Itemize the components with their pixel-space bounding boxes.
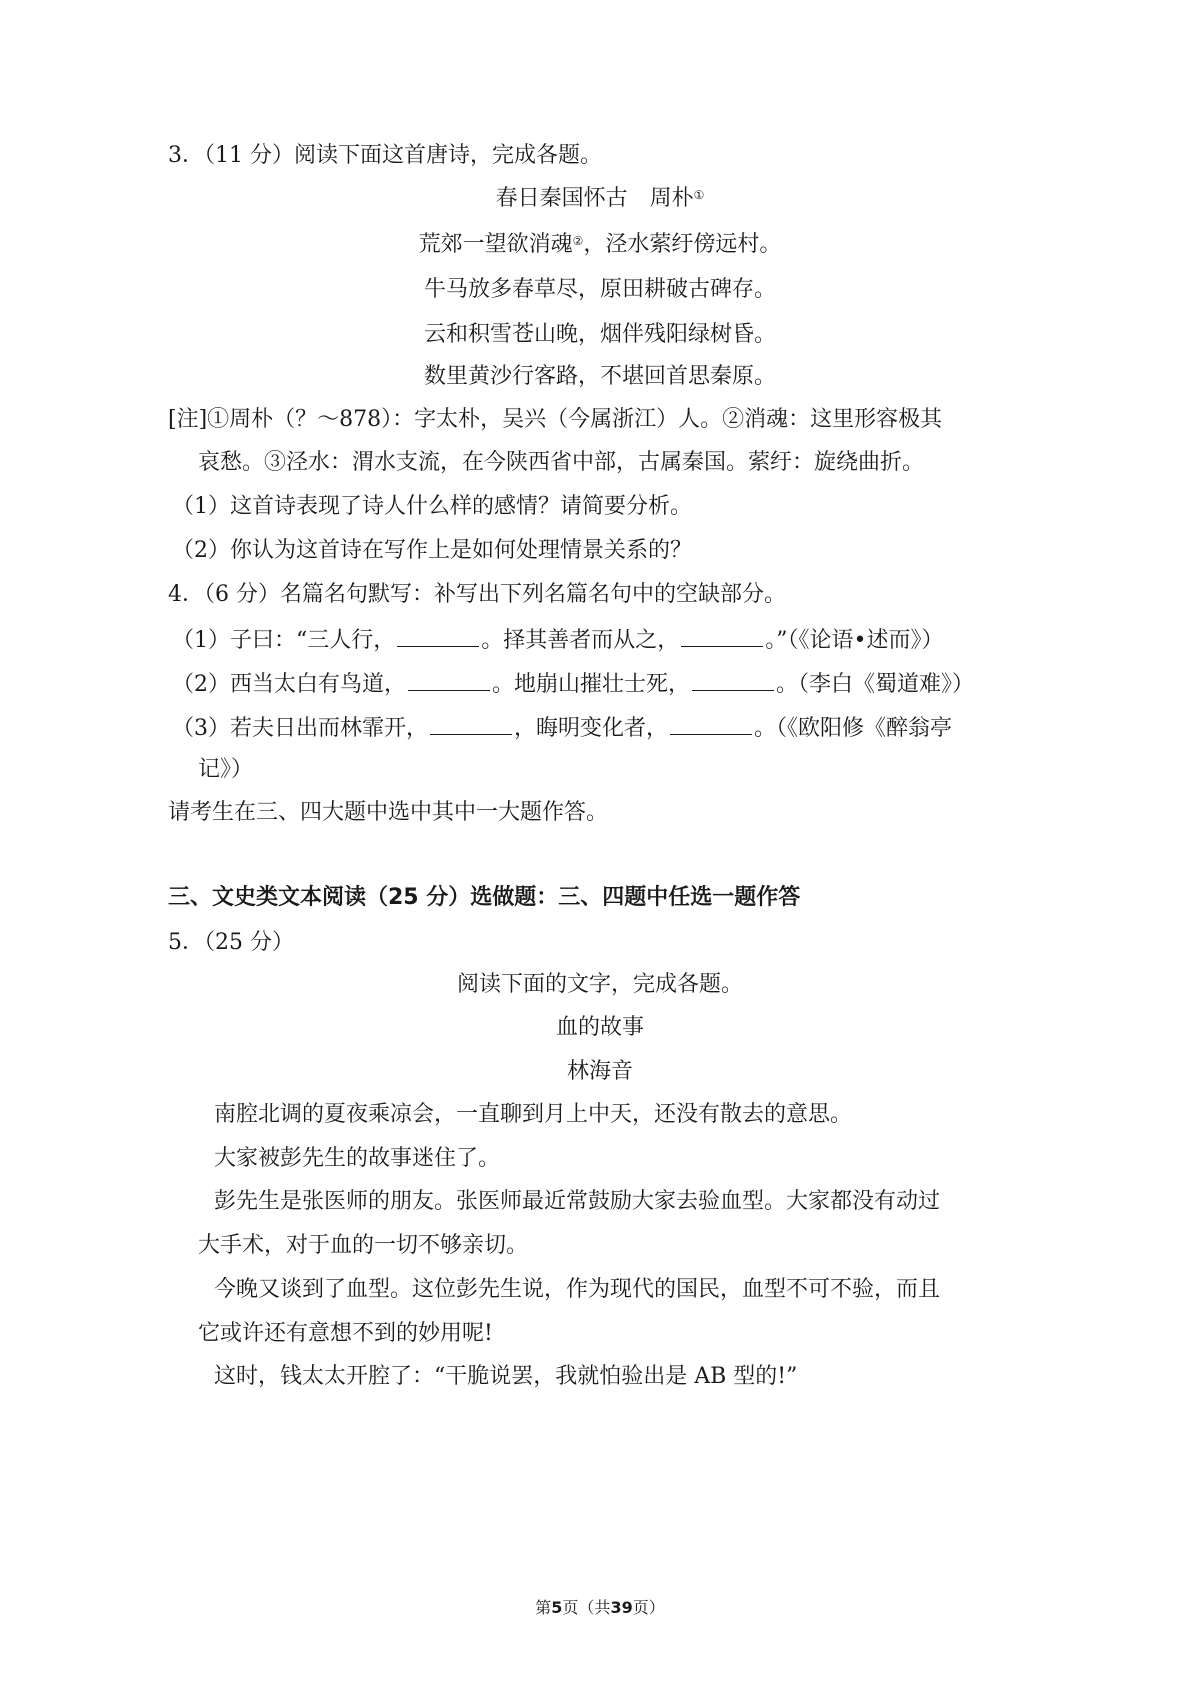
q4-item-1-text-b: 。择其善者而从之，	[481, 628, 680, 653]
poem-title-footnote-mark: ①	[693, 188, 705, 202]
poem-title-text: 春日秦国怀古 周朴	[495, 186, 694, 211]
q4-item-2-blank-2[interactable]	[692, 668, 774, 691]
q4-item-3-continued: 记》）	[198, 757, 254, 782]
story-paragraph-4-line-2: 它或许还有意想不到的妙用呢!	[198, 1321, 493, 1346]
q3-subquestion-2: （2）你认为这首诗在写作上是如何处理情景关系的？	[172, 538, 692, 563]
q4-item-1-text-c: 。”（《论语•述而》）	[765, 628, 944, 653]
section-3-heading: 三、文史类文本阅读（25 分）选做题：三、四题中任选一题作答	[168, 885, 801, 910]
poem-line-1	[0, 230, 1200, 260]
story-paragraph-5: 这时，钱太太开腔了：“干脆说罢，我就怕验出是 AB 型的!”	[214, 1364, 798, 1389]
poem-line-1-part-a: 荒郊一望欲消魂	[418, 232, 573, 257]
q4-item-3-blank-2[interactable]	[670, 712, 752, 735]
footer-suffix: 页）	[632, 1598, 665, 1617]
story-title: 血的故事	[555, 1015, 644, 1040]
page-footer	[0, 1597, 1200, 1619]
poem-line-3: 云和积雪苍山晚，烟伴残阳绿树昏。	[423, 322, 776, 347]
footer-page-number: 5	[551, 1598, 563, 1617]
q4-item-1-text-a: （1）子曰：“三人行，	[172, 628, 396, 653]
q3-subquestion-1: （1）这首诗表现了诗人什么样的感情？请简要分析。	[172, 494, 692, 519]
q4-item-1-blank-1[interactable]	[397, 624, 479, 647]
q4-item-2	[172, 668, 974, 700]
poem-annotation-line-2: 哀愁。③泾水：渭水支流，在今陕西省中部，古属秦国。萦纡：旋绕曲折。	[198, 450, 925, 475]
section-choice-instruction: 请考生在三、四大题中选中其中一大题作答。	[168, 800, 609, 825]
story-paragraph-1: 南腔北调的夏夜乘凉会，一直聊到月上中天，还没有散去的意思。	[214, 1102, 853, 1127]
poem-line-4: 数里黄沙行客路，不堪回首思秦原。	[423, 364, 776, 389]
story-paragraph-4-line-1: 今晚又谈到了血型。这位彭先生说，作为现代的国民，血型不可不验，而且	[214, 1277, 941, 1302]
q4-item-3-blank-1[interactable]	[430, 712, 512, 735]
q4-item-2-blank-1[interactable]	[408, 668, 490, 691]
story-paragraph-3-line-1: 彭先生是张医师的朋友。张医师最近常鼓励大家去验血型。大家都没有动过	[214, 1189, 941, 1214]
q4-item-1	[172, 624, 944, 656]
q4-item-3-text-c: 。（《欧阳修《醉翁亭	[754, 716, 953, 741]
footer-total-pages: 39	[610, 1598, 633, 1617]
poem-line-1-part-b: ，泾水萦纡傍远村。	[583, 232, 782, 257]
footer-middle: 页（共	[562, 1598, 611, 1617]
footer-prefix: 第	[535, 1598, 552, 1617]
q4-item-2-text-a: （2）西当太白有鸟道，	[172, 672, 406, 697]
q4-item-1-blank-2[interactable]	[681, 624, 763, 647]
q4-item-3	[172, 712, 952, 744]
story-author: 林海音	[566, 1059, 633, 1084]
story-paragraph-3-line-2: 大手术，对于血的一切不够亲切。	[198, 1233, 529, 1258]
poem-annotation-line-1: [注]①周朴（？～878）：字太朴，吴兴（今属浙江）人。②消魂：这里形容极其	[168, 407, 943, 432]
q3-header: 3．（11 分）阅读下面这首唐诗，完成各题。	[168, 143, 602, 168]
q4-item-3-text-a: （3）若夫日出而林霏开，	[172, 716, 428, 741]
poem-line-1-footnote-mark: ②	[572, 234, 584, 248]
reading-instruction: 阅读下面的文字，完成各题。	[456, 972, 743, 997]
q5-header: 5．（25 分）	[168, 930, 294, 955]
story-paragraph-2: 大家被彭先生的故事迷住了。	[214, 1146, 501, 1171]
q4-item-2-text-c: 。（李白《蜀道难》）	[776, 672, 975, 697]
q4-item-2-text-b: 。地崩山摧壮士死，	[492, 672, 691, 697]
q4-item-3-text-b: ，晦明变化者，	[514, 716, 669, 741]
poem-line-2: 牛马放多春草尽，原田耕破古碑存。	[423, 277, 776, 302]
q4-header: 4．（6 分）名篇名句默写：补写出下列名篇名句中的空缺部分。	[168, 582, 786, 607]
poem-title	[0, 184, 1200, 214]
